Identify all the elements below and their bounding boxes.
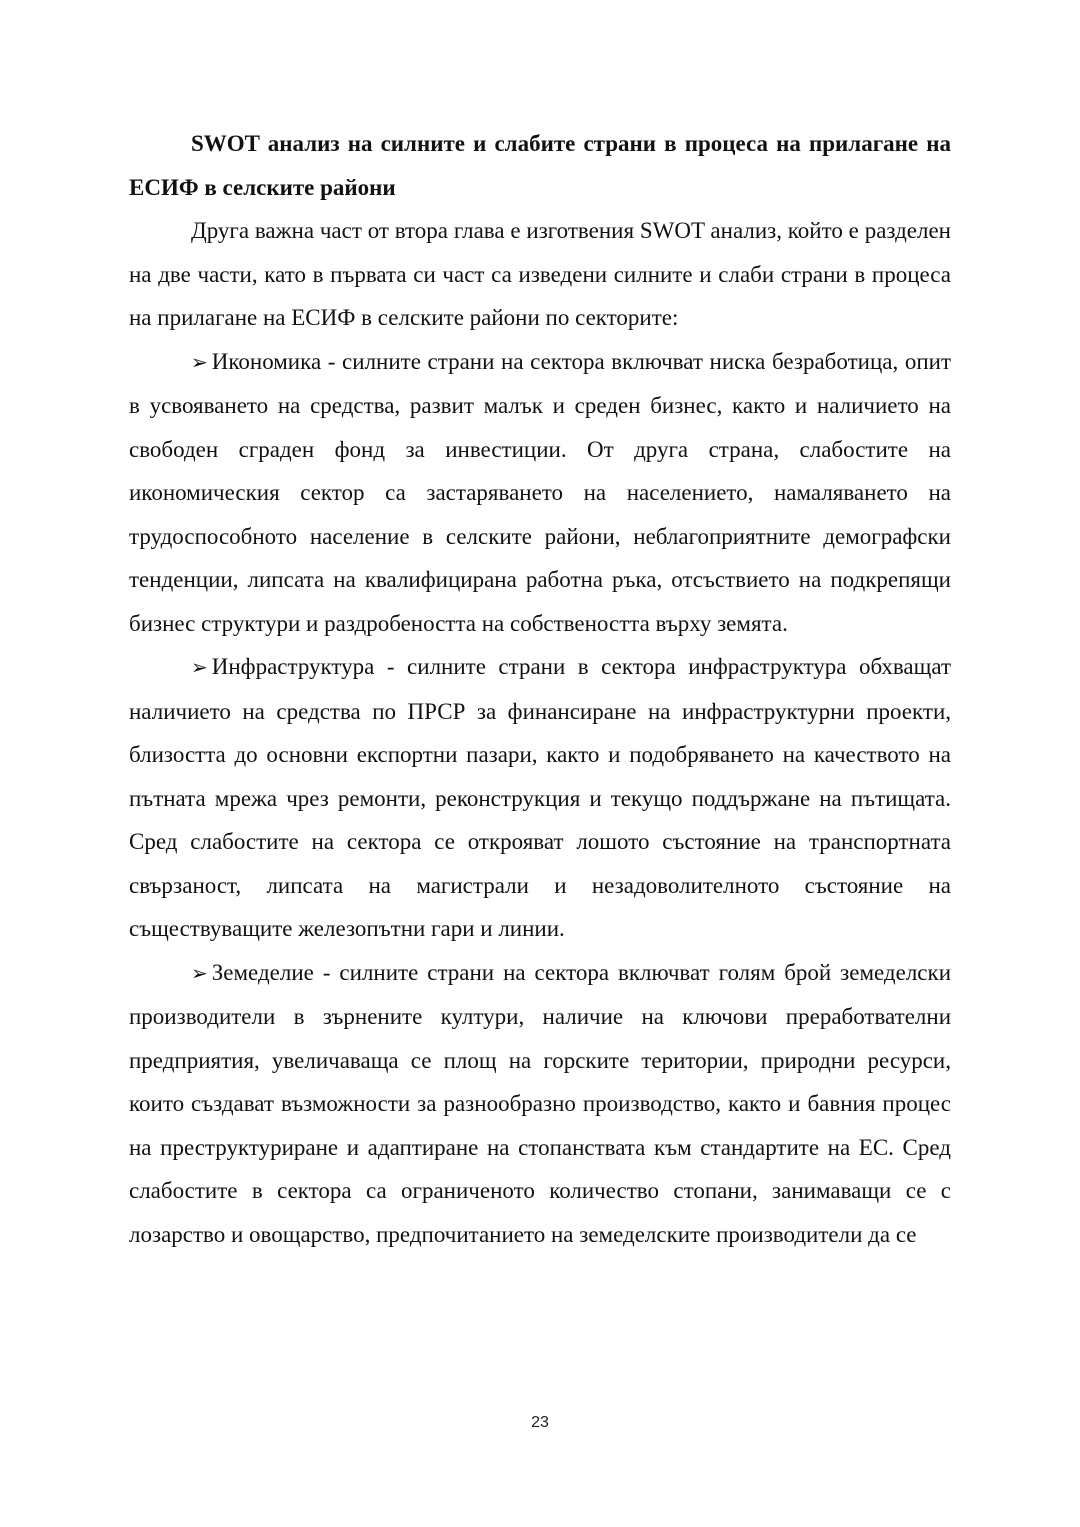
arrow-bullet-icon: ➢: [191, 960, 208, 985]
page-number: 23: [531, 1414, 549, 1431]
section-heading: SWOT анализ на силните и слабите страни в процеса на прилагане на ЕСИФ в селските райони: [129, 131, 951, 200]
intro-paragraph: Друга важна част от втора глава е изготвения SWOT анализ, който е разделен на две части, като в първата си част са изведени силните и слаби страни в процеса на прилагане на ЕСИФ в селските райони по секторите:: [129, 218, 951, 330]
bullet-economy-text: Икономика - силните страни на сектора включват ниска безработица, опит в усвояването на средства, развит малък и среден бизнес, както и наличието на свободен сграден фонд за инвестиции. От друга страна, слабостите на икономическия сектор са застаряването на населението, намаляването на трудоспособното население в селските райони, неблагоприятните демографски тенденции, липсата на квалифицирана работна ръка, отсъствието на подкрепящи бизнес структури и раздробеността на собствеността върху земята.: [129, 348, 951, 636]
bullet-infrastructure: [129, 645, 951, 951]
arrow-bullet-icon: ➢: [191, 655, 208, 679]
bullet-economy: [129, 340, 951, 646]
bullet-infrastructure-text: Инфраструктура - силните страни в сектора инфраструктура обхващат наличието на средства по ПРСР за финансиране на инфраструктурни проекти, близостта до основни експортни пазари, както и подобряването на качеството на пътната мрежа чрез ремонти, реконструкция и текущо поддържане на пътищата. Сред слабостите на сектора се открояват лошото състояние на транспортната свързаност, липсата на магистрали и незадоволителното състояние на съществуващите железопътни гари и линии.: [129, 654, 951, 941]
bullet-agriculture: [129, 951, 951, 1257]
arrow-bullet-icon: ➢: [191, 349, 208, 374]
bullet-agriculture-text: Земеделие - силните страни на сектора включват голям брой земеделски производители в зърнените култури, наличие на ключови преработвателни предприятия, увеличаваща се площ на горските територии, природни ресурси, които създават възможности за разнообразно производство, както и бавния процес на преструктуриране и адаптиране на стопанствата към стандартите на ЕС. Сред слабостите в сектора са ограниченото количество стопани, занимаващи се с лозарство и овощарство, предпочитанието на земеделските производители да се: [129, 959, 951, 1247]
document-page: [129, 122, 951, 1256]
